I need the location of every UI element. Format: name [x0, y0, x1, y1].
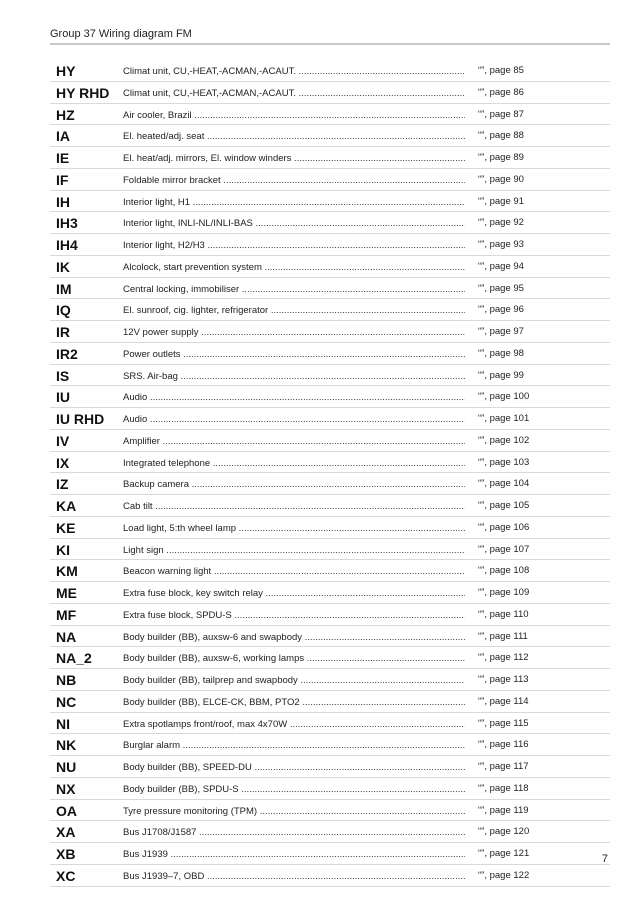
entry-description: Load light, 5:th wheel lamp .....: [123, 523, 465, 534]
toc-entry: [50, 734, 610, 756]
entry-page-reference: “”, page 93: [478, 239, 524, 250]
toc-entry: [50, 430, 610, 452]
entry-code: XA: [56, 824, 76, 841]
entry-code: IH: [56, 193, 70, 210]
toc-entry: [50, 321, 610, 343]
entry-description: Body builder (BB), auxsw-6 and swapbody .....: [123, 632, 465, 643]
entry-description: Body builder (BB), SPDU-S .....: [123, 784, 465, 795]
toc-entry: [50, 212, 610, 234]
entry-description: Extra fuse block, key switch relay .....: [123, 588, 465, 599]
entry-description: Audio .....: [123, 392, 465, 403]
toc-entry: [50, 756, 610, 778]
entry-page-reference: “”, page 121: [478, 848, 530, 859]
entry-code: NU: [56, 759, 77, 775]
entry-page-reference: “”, page 88: [478, 130, 524, 142]
entry-code: IR: [56, 324, 70, 340]
entry-description: El. heated/adj. seat .....: [123, 131, 465, 142]
entry-description: Foldable mirror bracket .....: [123, 175, 465, 186]
toc-entry: [50, 647, 610, 669]
entry-description: Tyre pressure monitoring (TPM) .....: [123, 806, 465, 817]
entry-code: OA: [56, 802, 77, 819]
entry-page-reference: “”, page 102: [478, 434, 530, 446]
entry-code: XB: [56, 846, 76, 862]
entry-description: Interior light, INLI-NL/INLI-BAS .....: [123, 218, 465, 229]
toc-entry: [50, 234, 610, 256]
entry-page-reference: “”, page 108: [478, 565, 530, 577]
entry-code: IS: [56, 367, 70, 384]
entry-page-reference: “”, page 91: [478, 195, 524, 207]
entry-description: Body builder (BB), auxsw-6, working lamps .....: [123, 653, 465, 664]
toc-entry: [50, 495, 610, 517]
entry-code: NA: [56, 628, 77, 645]
entry-description: Interior light, H1 .....: [123, 197, 465, 208]
toc-entry: [50, 82, 610, 104]
entry-code: ME: [56, 585, 77, 601]
entry-page-reference: “”, page 90: [478, 173, 524, 185]
toc-entry: [50, 800, 610, 822]
toc-entry: [50, 691, 610, 713]
entry-page-reference: “”, page 96: [478, 304, 524, 316]
entry-page-reference: “”, page 114: [478, 695, 529, 707]
entry-code: HY RHD: [56, 84, 110, 101]
entry-description: Central locking, immobiliser .....: [123, 284, 465, 295]
toc-entry: [50, 386, 610, 408]
entry-page-reference: “”, page 98: [478, 347, 524, 359]
toc-entry: [50, 821, 610, 843]
entry-description: Burglar alarm .....: [123, 740, 465, 751]
entry-page-reference: “”, page 87: [478, 108, 524, 120]
entry-code: MF: [56, 606, 77, 623]
toc-entry: [50, 169, 610, 191]
toc-entry: [50, 539, 610, 561]
entry-page-reference: “”, page 97: [478, 326, 524, 337]
entry-code: NB: [56, 672, 77, 688]
entry-code: XC: [56, 867, 76, 884]
toc-entry: [50, 299, 610, 321]
entry-page-reference: “”, page 104: [478, 478, 530, 490]
entry-code: KI: [56, 541, 70, 558]
toc-entry: [50, 843, 610, 865]
entry-page-reference: “”, page 113: [478, 674, 529, 685]
entry-code: KM: [56, 563, 78, 580]
entry-code: KA: [56, 498, 77, 514]
page-number: 7: [601, 853, 608, 865]
entry-code: IA: [56, 128, 70, 145]
entry-page-reference: “”, page 120: [478, 826, 530, 838]
entry-page-reference: “”, page 86: [478, 86, 524, 98]
entry-code: IZ: [56, 476, 69, 493]
entry-description: Cab tilt .....: [123, 501, 465, 512]
entry-code: IX: [56, 454, 70, 471]
entry-code: NK: [56, 737, 77, 754]
toc-entry: [50, 778, 610, 800]
entry-description: Body builder (BB), tailprep and swapbody .....: [123, 675, 465, 686]
entry-page-reference: “”, page 111: [478, 630, 528, 642]
toc-entry: [50, 343, 610, 365]
entry-description: Audio .....: [123, 414, 465, 425]
entry-code: IM: [56, 280, 72, 297]
toc-entry: [50, 713, 610, 735]
entry-description: Bus J1939–7, OBD .....: [123, 871, 465, 882]
entry-page-reference: “”, page 116: [478, 739, 529, 751]
entry-description: 12V power supply .....: [123, 327, 465, 338]
toc-entry: [50, 365, 610, 387]
entry-page-reference: “”, page 105: [478, 500, 530, 511]
toc-entry: [50, 604, 610, 626]
entry-code: NX: [56, 780, 76, 797]
toc-entry: [50, 60, 610, 82]
entry-code: NI: [56, 715, 70, 732]
entry-description: Extra fuse block, SPDU-S .....: [123, 610, 465, 621]
toc-entry: [50, 669, 610, 691]
entry-code: IH3: [56, 215, 78, 232]
toc-entry: [50, 452, 610, 474]
entry-code: IH4: [56, 237, 78, 253]
entry-page-reference: “”, page 107: [478, 543, 530, 555]
toc-entry: [50, 560, 610, 582]
entry-description: Bus J1708/J1587 .....: [123, 827, 465, 838]
entry-code: KE: [56, 519, 76, 536]
entry-page-reference: “”, page 117: [478, 761, 529, 772]
entry-description: Body builder (BB), ELCE-CK, BBM, PTO2 .....: [123, 697, 465, 708]
toc-entry: [50, 517, 610, 539]
entry-code: IE: [56, 150, 70, 166]
entry-description: SRS. Air-bag .....: [123, 371, 465, 382]
entry-description: Extra spotlamps front/roof, max 4x70W .....: [123, 719, 465, 730]
entry-page-reference: “”, page 101: [478, 413, 530, 424]
toc-entry: [50, 125, 610, 147]
entry-description: Beacon warning light .....: [123, 566, 465, 577]
entry-code: HZ: [56, 106, 75, 123]
entry-code: IK: [56, 258, 70, 275]
toc-list: [50, 60, 610, 887]
entry-page-reference: “”, page 89: [478, 152, 524, 163]
entry-page-reference: “”, page 106: [478, 521, 530, 533]
toc-entry: [50, 278, 610, 300]
entry-description: Alcolock, start prevention system .....: [123, 262, 465, 273]
entry-page-reference: “”, page 119: [478, 804, 529, 816]
toc-entry: [50, 865, 610, 887]
entry-description: Power outlets .....: [123, 349, 465, 360]
entry-description: Climat unit, CU,-HEAT,-ACMAN,-ACAUT. .....: [123, 66, 465, 77]
entry-code: NC: [56, 693, 77, 710]
entry-description: Bus J1939 .....: [123, 849, 465, 860]
entry-code: IV: [56, 432, 70, 449]
toc-entry: [50, 473, 610, 495]
entry-page-reference: “”, page 115: [478, 717, 529, 729]
entry-page-reference: “”, page 100: [478, 391, 530, 403]
toc-entry: [50, 104, 610, 126]
entry-description: Amplifier .....: [123, 436, 465, 447]
entry-code: NA_2: [56, 650, 92, 667]
entry-description: El. sunroof, cig. lighter, refrigerator .....: [123, 305, 465, 316]
entry-description: Backup camera .....: [123, 479, 465, 490]
entry-description: Air cooler, Brazil .....: [123, 110, 465, 121]
entry-page-reference: “”, page 95: [478, 282, 524, 294]
toc-entry: [50, 147, 610, 169]
toc-entry: [50, 408, 610, 430]
entry-description: Light sign .....: [123, 545, 465, 556]
header-divider: [50, 43, 610, 45]
entry-code: HY: [56, 63, 76, 79]
entry-page-reference: “”, page 99: [478, 369, 524, 381]
entry-page-reference: “”, page 109: [478, 587, 530, 598]
entry-page-reference: “”, page 118: [478, 782, 529, 794]
entry-code: IU: [56, 389, 70, 406]
page-header-title: Group 37 Wiring diagram FM: [50, 28, 192, 40]
entry-description: Interior light, H2/H3 .....: [123, 240, 465, 251]
entry-code: IR2: [56, 345, 78, 362]
entry-page-reference: “”, page 112: [478, 652, 529, 664]
entry-page-reference: “”, page 85: [478, 65, 524, 76]
entry-description: Body builder (BB), SPEED-DU .....: [123, 762, 465, 773]
toc-entry: [50, 191, 610, 213]
entry-code: IU RHD: [56, 411, 105, 427]
entry-page-reference: “”, page 122: [478, 869, 530, 881]
toc-entry: [50, 626, 610, 648]
entry-page-reference: “”, page 103: [478, 456, 530, 468]
entry-page-reference: “”, page 94: [478, 260, 524, 272]
entry-code: IQ: [56, 302, 71, 319]
entry-page-reference: “”, page 110: [478, 608, 529, 620]
entry-description: Integrated telephone .....: [123, 458, 465, 469]
entry-code: IF: [56, 171, 69, 188]
toc-entry: [50, 256, 610, 278]
entry-page-reference: “”, page 92: [478, 217, 524, 229]
entry-description: Climat unit, CU,-HEAT,-ACMAN,-ACAUT. .....: [123, 88, 465, 99]
toc-entry: [50, 582, 610, 604]
entry-description: El. heat/adj. mirrors, El. window winders .....: [123, 153, 465, 164]
